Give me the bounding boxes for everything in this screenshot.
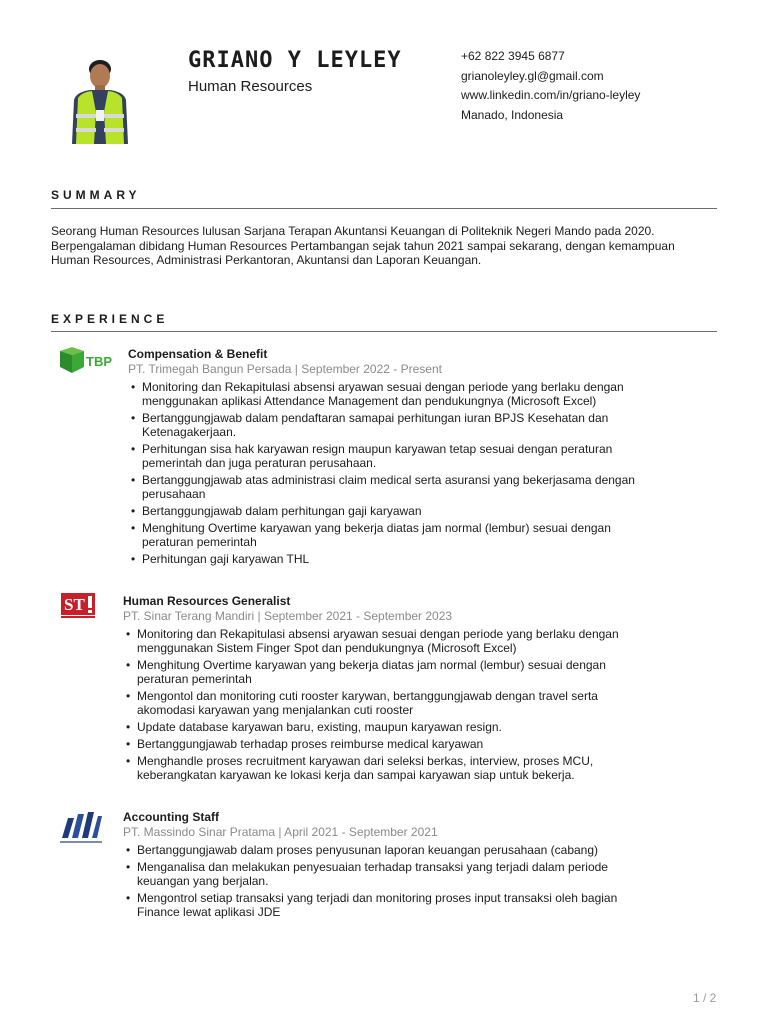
- contact-info: [461, 47, 751, 125]
- duty-item: • Update database karyawan baru, existing, maupun karyawan resign.: [123, 720, 627, 734]
- phone-number: +62 822 3945 6877: [461, 49, 565, 63]
- full-name: GRIANO Y LEYLEY: [188, 48, 402, 73]
- location: Manado, Indonesia: [461, 107, 564, 122]
- tbp-logo-icon: [58, 345, 120, 375]
- summary-line: Berpengalaman dibidang Human Resources Pertambangan sejak tahun 2021 sampai sekarang, dengan kemampuan: [51, 238, 675, 253]
- job-title: Compensation & Benefit: [128, 347, 268, 361]
- experience-heading: EXPERIENCE: [51, 312, 169, 326]
- duty-item: • Menghitung Overtime karyawan yang bekerja diatas jam normal (lembur) sesuai dengan peraturan pemerintah: [128, 521, 642, 549]
- duty-item: • Bertanggungjawab dalam proses penyusunan laporan keuangan perusahaan (cabang): [123, 843, 627, 857]
- duty-item: • Perhitungan sisa hak karyawan resign maupun karyawan tetap sesuai dengan peraturan pemerintah dan juga peraturan perusahaan.: [128, 442, 642, 470]
- experience-divider: [51, 331, 717, 332]
- job-entry-hr-generalist: [123, 594, 627, 785]
- summary-text: [51, 224, 717, 268]
- tbp-logo-text: TBP: [86, 354, 112, 369]
- duty-item: • Menghitung Overtime karyawan yang bekerja diatas jam normal (lembur) sesuai dengan peraturan pemerintah: [123, 658, 627, 686]
- job-entry-compensation: [128, 347, 642, 569]
- person-photo-icon: [62, 52, 138, 148]
- st-logo-icon: [60, 592, 96, 620]
- job-title: Human Resources Generalist: [123, 594, 291, 608]
- duty-item: • Perhitungan gaji karyawan THL: [128, 552, 642, 566]
- job-entry-accounting: [123, 810, 627, 922]
- duty-item: • Menghandle proses recruitment karyawan dari seleksi berkas, interview, proses MCU, keberangkatan karyawan ke lokasi kerja dan sampai karyawan siap untuk bekerja.: [123, 754, 627, 782]
- job-company-period: PT. Massindo Sinar Pratama | April 2021 - September 2021: [123, 825, 438, 839]
- duty-item: • Bertanggungjawab terhadap proses reimburse medical karyawan: [123, 737, 627, 751]
- duty-item: • Menganalisa dan melakukan penyesuaian terhadap transaksi yang terjadi dalam periode keuangan yang berjalan.: [123, 860, 627, 888]
- duty-item: • Monitoring dan Rekapitulasi absensi aryawan sesuai dengan periode yang berlaku dengan menggunakan aplikasi Attendance Management dan pendukungnya (Microsoft Excel): [128, 380, 642, 408]
- duty-item: • Bertanggungjawab dalam perhitungan gaji karyawan: [128, 504, 642, 518]
- summary-line: Seorang Human Resources lulusan Sarjana Terapan Akuntansi Keuangan di Politeknik Negeri Mando pada 2020.: [51, 224, 655, 238]
- linkedin-link[interactable]: www.linkedin.com/in/griano-leyley: [461, 88, 641, 102]
- duty-list: [123, 843, 627, 919]
- job-company-period: PT. Trimegah Bangun Persada | September 2022 - Present: [128, 362, 442, 376]
- job-company-period: PT. Sinar Terang Mandiri | September 2021 - September 2023: [123, 609, 453, 623]
- summary-divider: [51, 208, 717, 209]
- job-title: Accounting Staff: [123, 810, 219, 824]
- summary-line: Human Resources, Administrasi Perkantoran, Akuntansi dan Laporan Keuangan.: [51, 253, 482, 267]
- duty-item: • Mengontol dan monitoring cuti rooster karywan, bertanggungjawab dengan travel serta akomodasi karyawan yang menjalankan cuti rooster: [123, 689, 627, 717]
- massindo-logo: [58, 810, 104, 851]
- duty-item: • Mengontrol setiap transaksi yang terjadi dan monitoring proses input transaksi oleh bagian Finance lewat aplikasi JDE: [123, 891, 627, 919]
- st-logo-text: ST: [64, 595, 85, 614]
- duty-item: • Bertanggungjawab dalam pendaftaran samapai perhitungan iuran BPJS Kesehatan dan Ketenagakerjaan.: [128, 411, 642, 439]
- duty-item: • Bertanggungjawab atas administrasi claim medical serta asuransi yang bekerjasama dengan perusahaan: [128, 473, 642, 501]
- duty-item: • Monitoring dan Rekapitulasi absensi aryawan sesuai dengan periode yang berlaku dengan menggunakan Sistem Finger Spot dan pendukungnya (Microsoft Excel): [123, 627, 627, 655]
- page-number: 1 / 2: [693, 991, 717, 1005]
- st-logo: [60, 592, 96, 625]
- summary-heading: SUMMARY: [51, 188, 141, 202]
- job-role: Human Resources: [188, 78, 313, 95]
- email-link[interactable]: grianoleyley.gl@gmail.com: [461, 68, 604, 83]
- duty-list: [123, 627, 627, 782]
- tbp-logo: [58, 345, 120, 380]
- massindo-logo-icon: [58, 810, 104, 846]
- profile-photo: [62, 52, 138, 148]
- duty-list: [128, 380, 642, 566]
